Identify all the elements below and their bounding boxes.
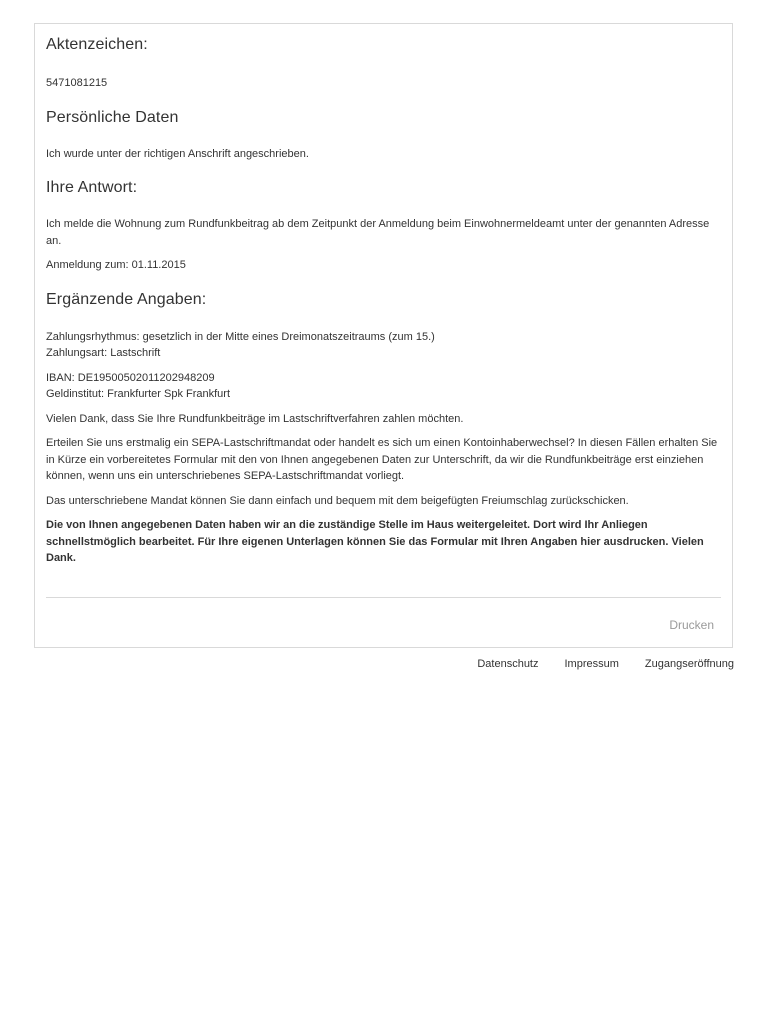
geldinstitut-text: Geldinstitut: Frankfurter Spk Frankfurt — [46, 388, 231, 400]
zahlungsrhythmus-text: Zahlungsrhythmus: gesetzlich in der Mitte eines Dreimonatszeitraums (zum 15.) — [46, 330, 435, 343]
antwort-heading: Ihre Antwort: — [46, 179, 138, 196]
persoenliche-daten-heading: Persönliche Daten — [46, 108, 179, 126]
weitergeleitet-notice: Die von Ihnen angegebenen Daten haben wir an die zuständige Stelle im Haus weitergeleitet. Dort wird Ihr Anliegen schnellstmöglich bearbeitet. Für Ihre eigenen Unterlagen können Sie das Formular mit Ihren Angaben hier ausdrucken. Vielen Dank. — [46, 519, 704, 564]
print-button[interactable]: Drucken — [669, 618, 714, 632]
iban-text: IBAN: DE19500502011202948209 — [46, 371, 215, 384]
aktenzeichen-heading: Aktenzeichen: — [46, 36, 148, 53]
zahlung-block — [46, 329, 721, 362]
footer-link-impressum[interactable]: Impressum — [564, 658, 619, 670]
anmeldung-text: Anmeldung zum: 01.11.2015 — [46, 259, 186, 271]
sepa-info-text: Erteilen Sie uns erstmalig ein SEPA-Lastschriftmandat oder handelt es sich um einen Kontoinhaberwechsel? In diesen Fällen erhalten Sie in Kürze ein vorbereitetes Formular mit den von Ihnen angegebenen Daten zur Unterschrift, da wir die Rundfunkbeiträge erst einziehen können, wenn uns ein unterschriebenes SEPA-Lastschriftmandat vorliegt. — [46, 437, 718, 482]
antwort-text: Ich melde die Wohnung zum Rundfunkbeitrag ab dem Zeitpunkt der Anmeldung beim Einwohnermeldeamt unter der genannten Adresse an. — [46, 218, 710, 247]
footer-links — [477, 658, 734, 670]
divider — [46, 597, 721, 598]
persoenliche-daten-text: Ich wurde unter der richtigen Anschrift angeschrieben. — [46, 147, 309, 160]
ergaenzende-angaben-heading: Ergänzende Angaben: — [46, 290, 207, 308]
mandat-text: Das unterschriebene Mandat können Sie dann einfach und bequem mit dem beigefügten Freiumschlag zurückschicken. — [46, 494, 629, 507]
footer-link-datenschutz[interactable]: Datenschutz — [477, 658, 539, 670]
aktenzeichen-value: 5471081215 — [46, 77, 108, 89]
zahlungsart-text: Zahlungsart: Lastschrift — [46, 347, 161, 359]
dank-text: Vielen Dank, dass Sie Ihre Rundfunkbeiträge im Lastschriftverfahren zahlen möchten. — [46, 412, 464, 425]
confirmation-panel — [34, 23, 733, 648]
footer-link-zugangseroeffnung[interactable]: Zugangseröffnung — [644, 658, 734, 670]
bank-block — [46, 370, 721, 403]
